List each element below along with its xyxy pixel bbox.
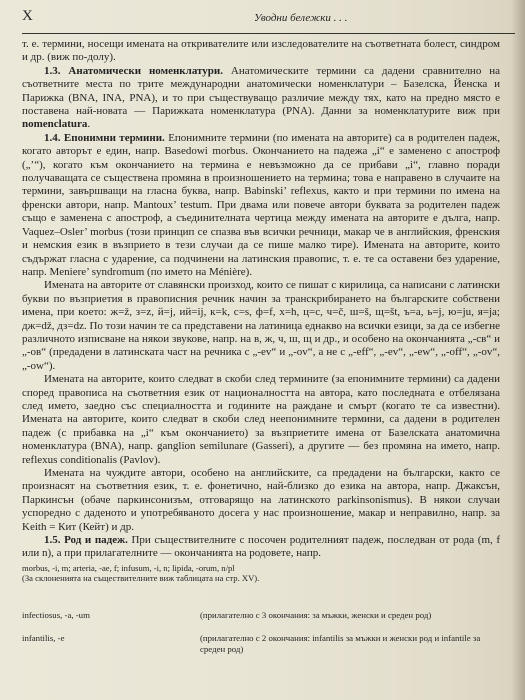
example-term: infectiosus, -a, -um <box>22 610 90 620</box>
paragraph-author-names: Имената на авторите, които следват в скоби след термините (за епонимните термини) са дадени според правописа на съответния език от националността на автора, като последната е отбелязана след името, заедно със специалността и годините на раждане и смърт (когато те са известни). Имената на авторите, които следват в скоби след неепонимните термини, са дадени в родителен падеж (с прибавка на „i“ към окончанието) за възприетите имена от Базелската анатомична номенклатура (BNA), напр. ganglion semilunare (Gasseri), а другите — без промяна на името, напр. reflexus conditionalis (Pavlov). <box>22 373 500 466</box>
nomenclatura-term: nomenclatura <box>22 118 88 131</box>
heading-1-4: 1.4. Епонимни термини. <box>44 131 165 144</box>
heading-1-3: 1.3. Анатомически номенклатури. <box>44 64 223 77</box>
caption-line-2: (За склоненията на съществителните виж таблицата на стр. XV). <box>22 573 260 584</box>
section-1-5 <box>22 534 500 561</box>
running-title: Уводни бележки . . . <box>254 12 348 24</box>
example-row <box>22 610 500 633</box>
paragraph-1-4: Епонимните термини (по имената на авторите) са в родителен падеж, когато авторът е един, напр. Basedowi morbus. Окончанието на падежа „i“ е заменено с апостроф („’“), когато към окончанието на термина е невъзможно да се прибави „i“, главно поради получаващата се съществена промяна в произношението на термина; това е направено в случаите на термини, завършващи на гласна буква, напр. Babinski’ reflexus, както и при термини по имена на френски автори, напр. Mantoux’ testum. При двама или повече автори буквата за родителен падеж също е заменена с апостроф, а съединителната чертица между имената на авторите е дълга, напр. Vaquez–Osler’ morbus (този принцип се спазва във всички речници, макар че в английския, френския и немския език в възприето в тези случаи да се пише малко тире). Имената на авторите, които съдържат гласна с ударение, са подчинени на латинския правопис, т. е. те са оставени без ударение, напр. Meniere’ syndromum (по името на Ménière). <box>22 131 500 278</box>
paragraph-1-3: Анатомическите термини са дадени сравнително на съответните места по трите международни анатомически номенклатури – Базелска, Йенска и Парижка (BNA, INA, PNA), и то при съществуващо различие между тях, като на предно място е поставена най-новата — Парижката номенклатура (PNA). Данни за номенклатурите виж при <box>22 64 500 118</box>
example-note: (прилагателно с 3 окончания: за мъжки, женски и среден род) <box>200 610 432 620</box>
header-rule <box>22 33 515 34</box>
example-row <box>22 633 500 656</box>
caption-line-1: morbus, -i, m; arteria, -ae, f; infusum, -i, n; lipida, -orum, n/pl <box>22 562 235 573</box>
section-1-3: 1.3. Анатомически номенклатури. Анатомическите термини са дадени сравнително на съответните места по трите международни анатомически номенклатури – Базелска, Йенска и Парижка (BNA, INA, PNA), и то при съществуващо различие между тях, като на предно място е поставена най-новата — Парижката номенклатура (PNA). Данни за номенклатурите виж при nomenclatura. <box>22 64 500 131</box>
heading-1-5: 1.5. Род и падеж. <box>44 534 128 547</box>
running-header <box>22 2 513 30</box>
example-note: (прилагателно с 2 окончания: infantilis за мъжки и женски род и infantile за среден род) <box>200 633 481 654</box>
paragraph-foreign-names: Имената на чуждите автори, особено на английските, са предадени на български, както се произнасят на съответния език, т. е. фонетично, най-близко до езика на автора, напр. Джаксън, Паркинсън (обаче паркинсонизъм, отговарящо на латинското parkinsonismus). В някои случаи успоредно с даденото и употребяваното досега у нас произношение, макар и неправилно, напр. за Keith = Кит (Кейт) и др. <box>22 467 500 533</box>
adjective-examples <box>22 610 500 656</box>
example-term: infantilis, -e <box>22 633 65 643</box>
paragraph-slavic-names: Имената на авторите от славянски произход, които се пишат с кирилица, са написани с латински букви по възприетия в правописния речник начин за транскрибирането на българските собствени имена, при което: ж=ž, з=z, й=j, ий=ij, к=k, с=s, ф=f, х=h, ц=c, ч=č, ш=š, щ=št, ъ=a, ь=j, ю=ju, я=ja; дж=dž, дз=dz. По този начин те са представени на латиница еднакво на всички езици, за да се избегне различното изписване на някои звукове, напр. на в, ж, ч, ш, щ и др., и особено на окончанията „-св“ и „-ов“ (предадени в латинската част на речника с „-ev“ и „-ov“, а не с „-eff“, „-ev“, „-ew“, „-off“, „-ov“, „-ow“). <box>22 279 500 372</box>
example-caption <box>22 563 500 584</box>
paragraph-1-5: При съществителните с посочен родителният падеж, последван от рода (m, f или n), а при прилагателните — окончанията на родовете, напр. <box>22 534 501 560</box>
page-number: X <box>22 8 33 24</box>
text-body <box>22 38 500 584</box>
section-1-4 <box>22 132 500 279</box>
paragraph-intro: т. е. термини, носещи имената на откривателите или изследователите на съответната болест, синдром и др. (виж по-долу). <box>22 38 500 64</box>
